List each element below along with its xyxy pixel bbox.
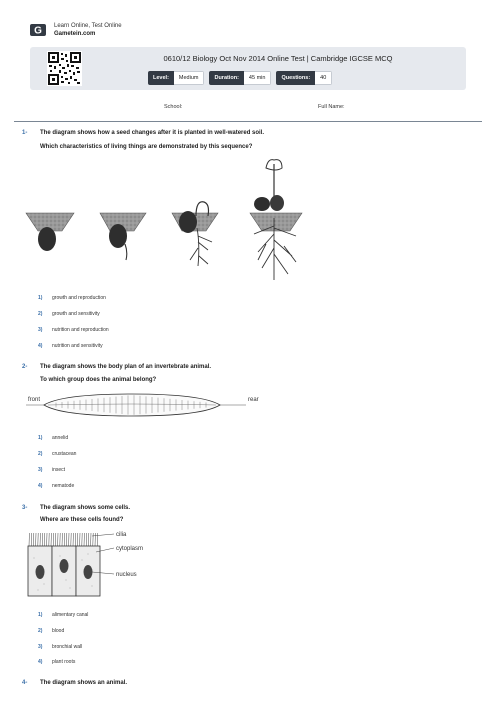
option-text: growth and reproduction (52, 295, 106, 301)
answer-option[interactable] (38, 628, 64, 634)
option-text: annelid (52, 435, 69, 441)
header-divider (14, 121, 482, 122)
cytoplasm-label: cytoplasm (116, 546, 144, 552)
option-number: 4) (38, 343, 43, 349)
page-title: 0610/12 Biology Oct Nov 2014 Online Test | Cambridge IGCSE MCQ (163, 54, 393, 63)
answer-option[interactable] (38, 295, 106, 301)
invertebrate-body-figure (22, 390, 272, 420)
front-label: front (28, 397, 41, 403)
option-number: 3) (38, 644, 43, 650)
brand-tagline: Learn Online, Test Online (54, 23, 122, 29)
option-text: alimentary canal (52, 612, 89, 618)
answer-option[interactable] (38, 343, 103, 349)
option-text: nutrition and reproduction (52, 327, 109, 333)
question-number: 1- (22, 130, 28, 136)
rear-label: rear (248, 397, 259, 403)
answer-option[interactable] (38, 327, 109, 333)
svg-text:G: G (34, 25, 42, 37)
qr-code-icon (47, 51, 82, 86)
option-number: 2) (38, 311, 43, 317)
option-number: 2) (38, 451, 43, 457)
option-text: nematode (52, 483, 75, 489)
full-name-label: Full Name: (318, 104, 345, 110)
option-text: nutrition and sensitivity (52, 343, 103, 349)
nucleus-label: nucleus (116, 572, 137, 578)
brand-header (30, 20, 122, 40)
question-text: To which group does the animal belong? (40, 377, 157, 383)
answer-option[interactable] (38, 612, 88, 618)
duration-value: 45 min (244, 71, 272, 85)
option-number: 1) (38, 435, 43, 441)
option-number: 4) (38, 483, 43, 489)
level-value: Medium (174, 71, 205, 85)
level-label: Level: (148, 71, 174, 85)
option-text: crustacean (52, 451, 77, 457)
seed-germination-figure (22, 156, 312, 284)
option-number: 2) (38, 628, 43, 634)
answer-option[interactable] (38, 451, 76, 457)
questions-label: Questions: (276, 71, 315, 85)
option-number: 1) (38, 295, 43, 301)
question-number: 2- (22, 364, 28, 370)
question-text: Where are these cells found? (40, 517, 124, 523)
option-text: plant roots (52, 659, 76, 665)
question-text: The diagram shows an animal. (40, 680, 128, 686)
student-info-line (0, 104, 496, 114)
option-number: 3) (38, 467, 43, 473)
g-logo-icon (30, 22, 46, 38)
option-text: blood (52, 628, 65, 634)
answer-option[interactable] (38, 644, 82, 650)
option-text: growth and sensitivity (52, 311, 100, 317)
option-number: 1) (38, 612, 43, 618)
level-pill (148, 71, 204, 85)
questions-value: 40 (315, 71, 332, 85)
cilia-label: cilia (116, 532, 127, 538)
answer-option[interactable] (38, 483, 74, 489)
option-number: 3) (38, 327, 43, 333)
school-label: School: (164, 104, 183, 110)
brand-site[interactable]: Gametein.com (54, 31, 96, 37)
test-header-card (30, 47, 466, 90)
question-text: The diagram shows some cells. (40, 505, 131, 511)
ciliated-cells-figure (22, 528, 172, 600)
duration-label: Duration: (209, 71, 243, 85)
test-meta-pills (148, 71, 337, 85)
question-number: 4- (22, 680, 28, 686)
option-number: 4) (38, 659, 43, 665)
answer-option[interactable] (38, 467, 65, 473)
answer-option[interactable] (38, 435, 68, 441)
duration-pill (209, 71, 271, 85)
questions-pill (276, 71, 332, 85)
question-text: Which characteristics of living things are demonstrated by this sequence? (40, 144, 253, 150)
question-number: 3- (22, 505, 28, 511)
option-text: insect (52, 467, 66, 473)
option-text: bronchial wall (52, 644, 83, 650)
question-text: The diagram shows how a seed changes after it is planted in well-watered soil. (40, 130, 265, 136)
answer-option[interactable] (38, 311, 100, 317)
answer-option[interactable] (38, 659, 75, 665)
question-text: The diagram shows the body plan of an invertebrate animal. (40, 364, 212, 370)
